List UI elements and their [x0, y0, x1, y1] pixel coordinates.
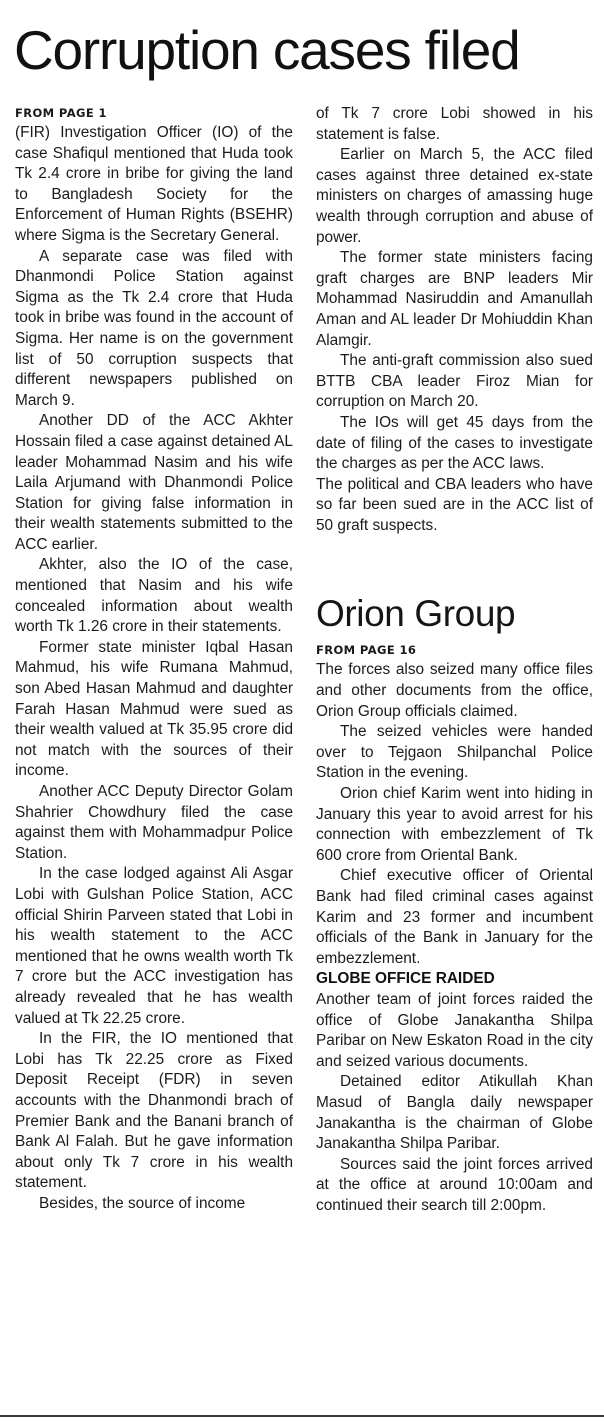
story1-body-right: [316, 104, 593, 536]
paragraph: In the FIR, the IO mentioned that Lobi has Tk 22.25 crore as Fixed Deposit Receipt (FDR) in seven accounts with the Dhanmondi brach of Premier Bank and the Banani branch of Bank Al Falah. But he gave information about only Tk 7 crore in his wealth statement.: [15, 1030, 293, 1192]
story2-body-2: [316, 990, 593, 1217]
right-column: [316, 104, 593, 1217]
paragraph: (FIR) Investigation Officer (IO) of the case Shafiqul mentioned that Huda took Tk 2.4 crore in bribe for giving the land to Bangladesh Society for the Enforcement of Human Rights (BSEHR) where Sigma is the Secretary General.: [15, 124, 293, 244]
paragraph: Another ACC Deputy Director Golam Shahrier Chowdhury filed the case against them with Mohammadpur Police Station.: [15, 783, 293, 862]
story1-kicker: FROM PAGE 1: [15, 106, 107, 120]
paragraph: The former state ministers facing graft charges are BNP leaders Mir Mohammad Nasiruddin and Amanullah Aman and AL leader Dr Mohiuddin Khan Alamgir.: [316, 249, 593, 349]
paragraph: The IOs will get 45 days from the date of filing of the cases to investigate the charges as per the ACC laws.: [316, 413, 593, 473]
paragraph: of Tk 7 crore Lobi showed in his statement is false.: [316, 105, 593, 143]
paragraph: The seized vehicles were handed over to Tejgaon Shilpanchal Police Station in the evening.: [316, 723, 593, 782]
story2-subhead: GLOBE OFFICE RAIDED: [316, 970, 495, 988]
bottom-rule: [0, 1415, 604, 1417]
story2-body: [316, 660, 593, 969]
paragraph: Another team of joint forces raided the office of Globe Janakantha Shilpa Paribar on New Eskaton Road in the city and seized various documents.: [316, 990, 593, 1070]
paragraph: In the case lodged against Ali Asgar Lobi with Gulshan Police Station, ACC official Shirin Parveen stated that Lobi in his wealth statement to the ACC mentioned that he owns wealth worth Tk 7 crore but the ACC investigation has already revealed that he has wealth valued at Tk 22.25 crore.: [15, 865, 293, 1027]
story2-kicker: FROM PAGE 16: [316, 643, 417, 658]
paragraph: Another DD of the ACC Akhter Hossain filed a case against detained AL leader Mohammad Nasim and his wife Laila Arjumand with Dhanmondi Police Station for giving false information in their wealth statements submitted to the ACC earlier.: [15, 412, 293, 553]
paragraph: Detained editor Atikullah Khan Masud of Bangla daily newspaper Janakantha is the chairman of Globe Janakantha Shilpa Paribar.: [316, 1073, 593, 1153]
paragraph: Besides, the source of income: [39, 1194, 246, 1212]
paragraph: The political and CBA leaders who have so far been sued are in the ACC list of 50 graft suspects.: [316, 475, 593, 534]
paragraph: The forces also seized many office files and other documents from the office, Orion Group officials claimed.: [316, 661, 593, 720]
paragraph: Orion chief Karim went into hiding in January this year to avoid arrest for his connection with embezzlement of Tk 600 crore from Oriental Bank.: [316, 785, 593, 864]
headline: Corruption cases filed: [14, 19, 520, 81]
paragraph: A separate case was filed with Dhanmondi Police Station against Sigma as the Tk 2.4 crore that Huda took in bribe was found in the account of Sigma. Her name is on the government list of 50 corruption suspects that different newspapers published on March 9.: [15, 247, 293, 409]
paragraph: Former state minister Iqbal Hasan Mahmud, his wife Rumana Mahmud, son Abed Hasan Mahmud and daughter Farah Hasan Mahmud were sued as their wealth valued at Tk 35.95 crore did not match with the sources of their income.: [15, 638, 293, 780]
paragraph: Chief executive officer of Oriental Bank had filed criminal cases against Karim and 23 former and incumbent officials of the Bank in January for the embezzlement.: [316, 867, 593, 967]
left-column: [15, 104, 293, 1214]
story2-title: Orion Group: [316, 593, 516, 635]
story1-body-left: [15, 123, 293, 1214]
paragraph: Earlier on March 5, the ACC filed cases against three detained ex-state ministers on charges of amassing huge wealth through corruption and abuse of power.: [316, 146, 593, 246]
paragraph: The anti-graft commission also sued BTTB CBA leader Firoz Mian for corruption on March 20.: [316, 352, 593, 411]
paragraph: Akhter, also the IO of the case, mentioned that Nasim and his wife concealed information about wealth worth Tk 1.26 crore in their statements.: [15, 556, 293, 636]
paragraph: Sources said the joint forces arrived at the office at around 10:00am and continued their search till 2:00pm.: [316, 1155, 593, 1214]
